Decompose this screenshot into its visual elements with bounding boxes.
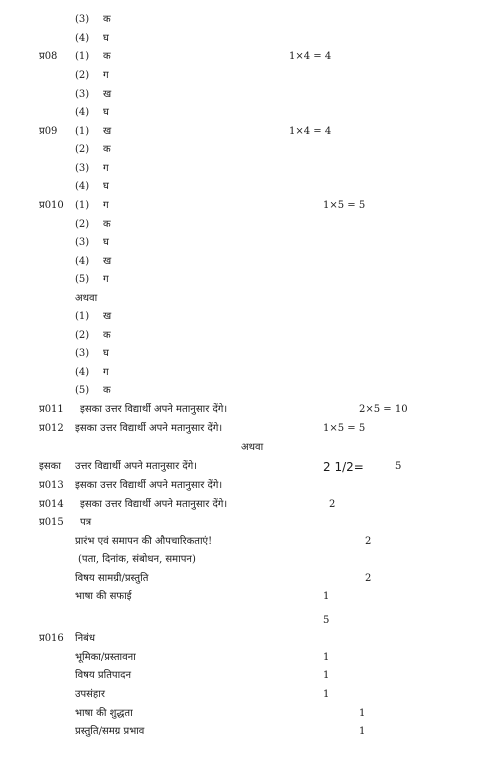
marks: 1 [323, 652, 330, 663]
option-letter: घ [103, 181, 109, 192]
option-letter: ग [103, 200, 109, 211]
answer-row [0, 516, 486, 530]
marks: 2 1/2= [323, 460, 364, 474]
option-letter: ख [103, 256, 112, 267]
answer-row [0, 310, 486, 324]
answer-row [0, 255, 486, 269]
marks: 1×5 = 5 [323, 423, 366, 434]
answer-row [0, 366, 486, 380]
option-number: (4) [75, 33, 90, 44]
option-letter: घ [103, 33, 109, 44]
answer-row [0, 162, 486, 176]
answer-text: इसका उत्तर विद्यार्थी अपने मतानुसार देंगे। [80, 499, 228, 510]
answer-text: इसका उत्तर विद्यार्थी अपने मतानुसार देंगे। [80, 404, 228, 415]
answer-text: विषय प्रतिपादन [75, 670, 132, 681]
option-letter: क [103, 144, 111, 155]
answer-row [0, 347, 486, 361]
marks: 1×5 = 5 [323, 200, 366, 211]
marks: 1 [323, 670, 330, 681]
answer-row [0, 632, 486, 646]
option-number: (1) [75, 311, 90, 322]
answer-row [0, 88, 486, 102]
marks: 2 [365, 536, 372, 547]
answer-text: विषय सामग्री/प्रस्तुति [75, 573, 149, 584]
option-letter: ख [103, 126, 112, 137]
answer-text: पत्र [80, 517, 92, 528]
answer-row [0, 460, 486, 474]
marks: 1 [359, 726, 366, 737]
option-number: (3) [75, 237, 90, 248]
marks: 2×5 = 10 [359, 404, 408, 415]
question-number: प्र012 [39, 423, 64, 434]
answer-row [0, 403, 486, 417]
answer-text: उपसंहार [75, 689, 105, 700]
answer-row [0, 199, 486, 213]
answer-row [0, 441, 486, 455]
option-number: (4) [75, 367, 90, 378]
answer-text: भूमिका/प्रस्तावना [75, 652, 136, 663]
answer-text: प्रारंभ एवं समापन की औपचारिकताएं! [75, 536, 213, 547]
answer-text: भाषा की शुद्धता [75, 708, 133, 719]
marks: 1×4 = 4 [289, 126, 332, 137]
answer-row [0, 725, 486, 739]
answer-row [0, 218, 486, 232]
answer-row [0, 180, 486, 194]
answer-row [0, 106, 486, 120]
answer-row [0, 590, 486, 604]
option-letter: ग [103, 367, 109, 378]
option-letter: घ [103, 237, 109, 248]
answer-row [0, 13, 486, 27]
question-number: प्र08 [39, 51, 58, 62]
marks: 2 [365, 573, 372, 584]
question-number: प्र015 [39, 517, 64, 528]
answer-row [0, 707, 486, 721]
marks: 1 [323, 689, 330, 700]
answer-text: (पता, दिनांक, संबोधन, समापन) [78, 554, 196, 565]
answer-row [0, 69, 486, 83]
answer-row [0, 125, 486, 139]
option-number: (3) [75, 89, 90, 100]
option-number: (5) [75, 274, 90, 285]
option-number: (5) [75, 385, 90, 396]
option-number: (1) [75, 51, 90, 62]
answer-row [0, 143, 486, 157]
option-number: (2) [75, 330, 90, 341]
answer-row [0, 614, 486, 628]
alternative-label: अथवा [241, 442, 264, 453]
answer-text: उत्तर विद्यार्थी अपने मतानुसार देंगे। [75, 461, 198, 472]
option-letter: ग [103, 163, 109, 174]
option-letter: क [103, 51, 111, 62]
option-number: (1) [75, 126, 90, 137]
answer-row [0, 273, 486, 287]
option-number: (2) [75, 70, 90, 81]
option-letter: क [103, 330, 111, 341]
answer-row [0, 384, 486, 398]
answer-text: निबंध [75, 633, 95, 644]
option-number: (3) [75, 163, 90, 174]
answer-row [0, 236, 486, 250]
marks: 2 [329, 499, 336, 510]
option-number: (1) [75, 200, 90, 211]
answer-row [0, 32, 486, 46]
option-number: (2) [75, 144, 90, 155]
option-letter: क [103, 385, 111, 396]
marks: 1 [323, 591, 330, 602]
option-letter: घ [103, 107, 109, 118]
marks: 1×4 = 4 [289, 51, 332, 62]
question-number: प्र013 [39, 480, 64, 491]
marks-total: 5 [323, 615, 330, 626]
option-letter: ग [103, 70, 109, 81]
answer-row [0, 688, 486, 702]
option-letter: क [103, 14, 111, 25]
option-letter: ख [103, 311, 112, 322]
option-number: (4) [75, 256, 90, 267]
option-letter: ख [103, 89, 112, 100]
option-number: (4) [75, 107, 90, 118]
option-number: (3) [75, 348, 90, 359]
answer-row [0, 479, 486, 493]
question-number: प्र016 [39, 633, 64, 644]
answer-text: प्रस्तुति/समग्र प्रभाव [75, 726, 145, 737]
answer-text: इसका उत्तर विद्यार्थी अपने मतानुसार देंगे। [75, 480, 223, 491]
question-number: इसका [39, 461, 61, 472]
answer-text: भाषा की सफाई [75, 591, 132, 602]
answer-row [0, 329, 486, 343]
answer-row [0, 651, 486, 665]
marks-total: 5 [395, 461, 402, 472]
alternative-label: अथवा [75, 293, 98, 304]
marks: 1 [359, 708, 366, 719]
answer-row [0, 498, 486, 512]
question-number: प्र010 [39, 200, 64, 211]
answer-row [0, 553, 486, 567]
question-number: प्र014 [39, 499, 64, 510]
answer-row [0, 50, 486, 64]
option-number: (3) [75, 14, 90, 25]
option-letter: क [103, 219, 111, 230]
option-number: (4) [75, 181, 90, 192]
answer-row [0, 669, 486, 683]
option-number: (2) [75, 219, 90, 230]
question-number: प्र09 [39, 126, 58, 137]
answer-row [0, 422, 486, 436]
option-letter: ग [103, 274, 109, 285]
option-letter: घ [103, 348, 109, 359]
answer-row [0, 535, 486, 549]
answer-text: इसका उत्तर विद्यार्थी अपने मतानुसार देंगे। [75, 423, 223, 434]
answer-row [0, 572, 486, 586]
answer-row [0, 292, 486, 306]
question-number: प्र011 [39, 404, 64, 415]
